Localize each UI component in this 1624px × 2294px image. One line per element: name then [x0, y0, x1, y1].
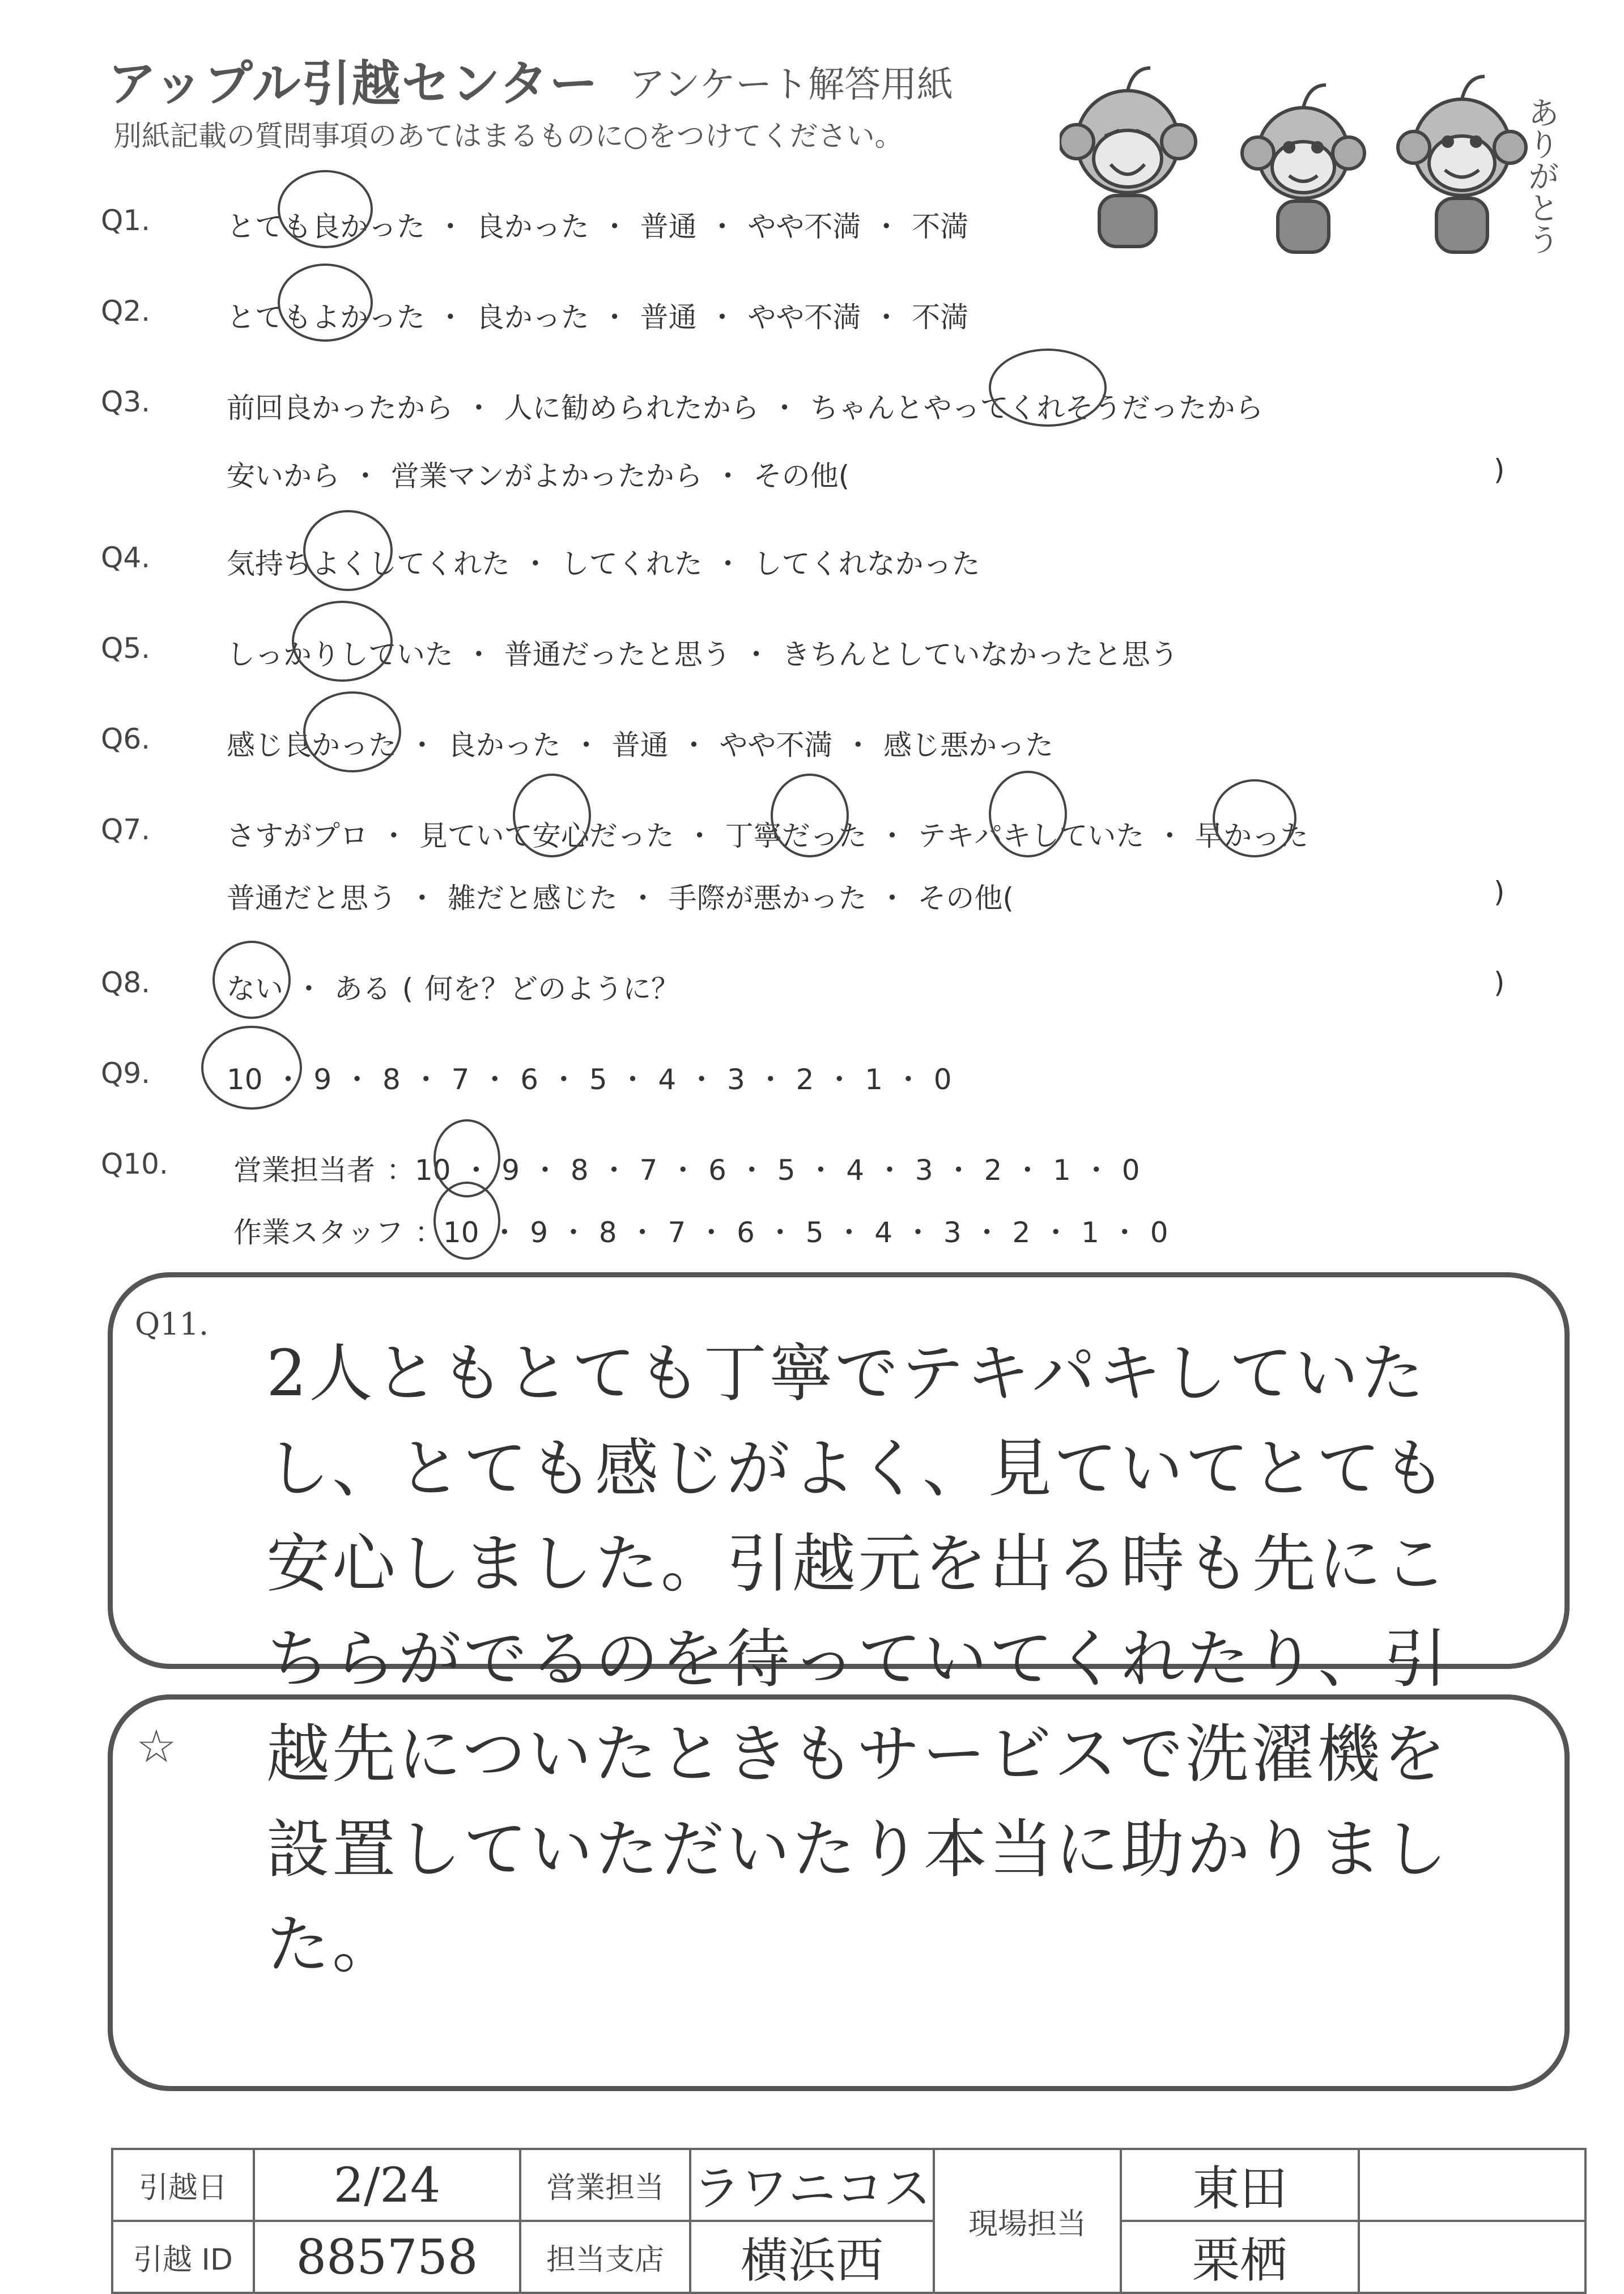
answer-circle-mark — [771, 774, 849, 857]
mascot-monkeys-illustration — [1060, 62, 1570, 261]
company-title: アップル引越センター — [108, 56, 600, 112]
q7-options-line2: 普通だと思う ・ 雑だと感じた ・ 手際が悪かった ・ その他( — [227, 882, 1014, 915]
answer-circle-mark — [278, 264, 373, 342]
answer-circle-mark — [1213, 779, 1296, 857]
move-id-label: 引越 ID — [112, 2221, 254, 2293]
q8-close-paren: ) — [1494, 966, 1505, 999]
instruction-text: 別紙記載の質問事項のあてはまるものに○をつけてください。 — [113, 120, 903, 152]
q8-options: ない ・ ある ( 何を？どのように？ — [227, 972, 680, 1005]
q3-label: Q3. — [101, 385, 151, 418]
q10-staff-scale: 作業スタッフ ：10 ・ 9 ・ 8 ・ 7 ・ 6 ・ 5 ・ 4 ・ 3 ・ 2 ・ 1 ・ 0 — [233, 1216, 1168, 1249]
q10-label: Q10. — [101, 1148, 168, 1180]
q8-label: Q8. — [101, 966, 151, 999]
monkey-smiling-icon — [1242, 85, 1364, 252]
q7-label: Q7. — [101, 813, 151, 846]
free-comment-box — [108, 1694, 1570, 2091]
answer-circle-mark — [513, 774, 591, 857]
q3-options: 前回良かったから ・ 人に勧められたから ・ ちゃんとやってくれそうだったから — [227, 392, 1264, 424]
q2-label: Q2. — [101, 295, 151, 328]
q11-handwritten-comment: 2人ともとても丁寧でテキパキしていたし、とても感じがよく、見ていてとても安心しました。引越元を出る時も先にこちらがでるのを待っていてくれたり、引越先についたときもサービスで洗濯機を設置していただいたり本当に助かりました。 — [266, 1337, 1449, 1982]
site-staff-value-1: 東田 — [1121, 2149, 1359, 2221]
branch-value: 横浜西 — [690, 2221, 934, 2293]
answer-circle-mark — [989, 349, 1107, 427]
q5-label: Q5. — [101, 632, 151, 665]
sales-rep-label: 営業担当 — [520, 2149, 690, 2221]
q4-label: Q4. — [101, 541, 151, 574]
q1-options: とても良かった ・ 良かった ・ 普通 ・ やや不満 ・ 不満 — [227, 210, 969, 243]
q9-label: Q9. — [101, 1057, 151, 1090]
q6-label: Q6. — [101, 723, 151, 755]
monkey-laughing-icon — [1060, 68, 1196, 247]
answer-circle-mark — [989, 771, 1067, 857]
answer-circle-mark — [433, 1182, 500, 1260]
answer-circle-mark — [303, 691, 401, 772]
q4-options: 気持ちよくしてくれた ・ してくれた ・ してくれなかった — [227, 547, 980, 580]
q1-label: Q1. — [101, 204, 151, 237]
q5-options: しっかりしていた ・ 普通だったと思う ・ きちんとしていなかったと思う — [227, 638, 1179, 671]
q10-sales-scale: 営業担当者 ：10 ・ 9 ・ 8 ・ 7 ・ 6 ・ 5 ・ 4 ・ 3 ・ 2 ・ 1 ・ 0 — [233, 1154, 1140, 1187]
sales-rep-value: ラワニコス — [690, 2149, 934, 2221]
q9-scale: 10 ・ 9 ・ 8 ・ 7 ・ 6 ・ 5 ・ 4 ・ 3 ・ 2 ・ 1 ・ 0 — [227, 1063, 952, 1096]
move-date-label: 引越日 — [112, 2149, 254, 2221]
q7-close-paren: ) — [1494, 876, 1505, 908]
star-icon: ☆ — [136, 1720, 177, 1773]
site-staff-label: 現場担当 — [934, 2149, 1121, 2293]
branch-label: 担当支店 — [520, 2221, 690, 2293]
monkey-happy-icon — [1398, 77, 1526, 252]
form-subtitle: アンケート解答用紙 — [629, 64, 954, 106]
answer-circle-mark — [212, 941, 291, 1019]
site-staff-empty-cell — [1359, 2149, 1585, 2221]
answer-circle-mark — [201, 1026, 302, 1110]
answer-circle-mark — [303, 510, 393, 591]
q3-close-paren: ) — [1494, 453, 1505, 486]
move-date-value: 2/24 — [254, 2149, 520, 2221]
site-staff-empty-cell — [1359, 2221, 1585, 2293]
mascot-thanks-text: ありがとう — [1523, 96, 1560, 255]
move-id-value: 885758 — [254, 2221, 520, 2293]
q2-options: とてもよかった ・ 良かった ・ 普通 ・ やや不満 ・ 不満 — [227, 301, 969, 334]
q6-options: 感じ良かった ・ 良かった ・ 普通 ・ やや不満 ・ 感じ悪かった — [227, 729, 1054, 762]
move-info-table — [111, 2148, 1587, 2294]
q3-options-line2: 安いから ・ 営業マンがよかったから ・ その他( — [227, 460, 850, 492]
q11-label: Q11. — [135, 1306, 209, 1342]
site-staff-value-2: 栗栖 — [1121, 2221, 1359, 2293]
answer-circle-mark — [292, 601, 393, 682]
answer-circle-mark — [278, 170, 373, 248]
q7-options: さすがプロ ・ 見ていて安心だった ・ 丁寧だった ・ テキパキしていた ・ 早かった — [227, 819, 1309, 852]
